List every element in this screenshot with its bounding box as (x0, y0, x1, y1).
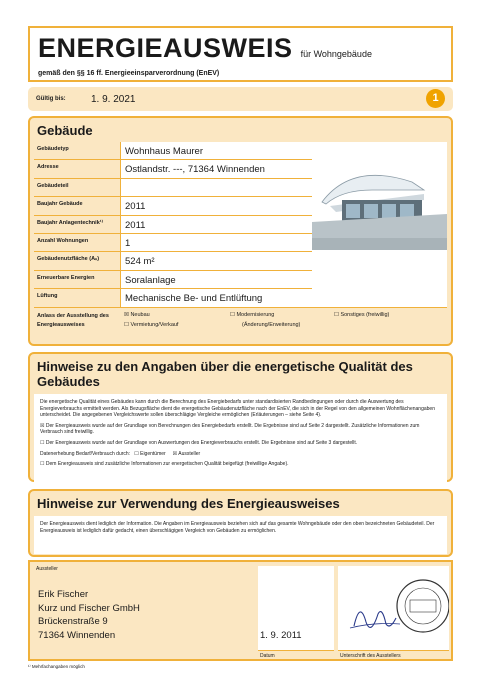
row-value: 2011 (120, 216, 312, 233)
quality-notes-box (34, 394, 447, 496)
issuer-section (28, 560, 453, 661)
row-value: 524 m² (120, 252, 312, 269)
row-label: Anzahl Wohnungen (37, 237, 89, 244)
usage-notes-box (34, 516, 447, 554)
checkbox-additional-info: ☐ Dem Energieausweis sind zusätzliche Informationen zur energetischen Qualität beigefügt (freiwillige Angabe). (40, 461, 289, 468)
row-label: Baujahr Gebäude (37, 201, 83, 208)
row-value: Wohnhaus Maurer (120, 142, 312, 159)
row-label: Gebäudetyp (37, 146, 69, 152)
building-section (28, 116, 453, 346)
row-label: Lüftung (37, 293, 58, 300)
building-photo (312, 142, 447, 299)
row-value (120, 179, 312, 196)
page-number-badge: 1 (426, 89, 445, 108)
issue-date: 1. 9. 2011 (260, 630, 302, 641)
usage-paragraph: Der Energieausweis dient lediglich der Information. Die Angaben im Energieausweis beziehen sich auf das gesamte Wohngebäude oder den oben bezeichneten Gebäudeteil. Der Energieausweis ist lediglich dafür gedacht, einen überschlägigen Vergleich von Gebäuden zu ermöglichen. (40, 521, 435, 534)
issuer-city: 71364 Winnenden (38, 629, 116, 641)
row-value: Ostlandstr. ---, 71364 Winnenden (120, 160, 312, 177)
occasion-label: Anlass der Ausstellung des Energieausweises (37, 312, 109, 328)
building-heading: Gebäude (37, 123, 93, 138)
usage-notes-heading: Hinweise zur Verwendung des Energieausweises (37, 496, 340, 511)
footnote: ¹⁾ Mehrfachangaben möglich (28, 664, 85, 669)
checkbox-energy-demand: ☒ Der Energieausweis wurde auf der Grundlage von Berechnungen des Energiebedarfs erstellt. Die Ergebnisse sind auf Seite 2 dargestellt. Zusätzliche Informationen zum Verbrauch sind freiwillig. (40, 422, 420, 436)
usage-notes-section (28, 489, 453, 557)
row-label: Gebäudeteil (37, 182, 69, 189)
row-label: Erneuerbare Energien (37, 274, 95, 281)
date-label: Datum (260, 653, 275, 659)
row-label: Baujahr Anlagentechnik¹⁾ (37, 219, 103, 226)
row-value: Mechanische Be- und Entlüftung (120, 289, 447, 306)
validity-bar (28, 87, 453, 111)
occasion-row (34, 309, 447, 336)
validity-date: 1. 9. 2021 (91, 93, 136, 105)
issuer-name: Erik Fischer (38, 589, 89, 600)
signature-label: Unterschrift des Ausstellers (340, 653, 401, 659)
data-collection-row (40, 451, 441, 458)
checkbox-issuer: ☒ Aussteller (172, 450, 201, 457)
title-suffix: für Wohngebäude (300, 49, 372, 59)
row-label: Gebäudenutzfläche (Aₙ) (37, 256, 100, 263)
row-value: 2011 (120, 197, 312, 214)
issuer-company: Kurz und Fischer GmbH (38, 602, 140, 614)
checkbox-energy-consumption: ☐ Der Energieausweis wurde auf der Grundlage von Auswertungen des Energieverbrauchs erstellt. Die Ergebnisse sind auf Seite 3 dargestellt. (40, 439, 358, 446)
issuer-street: Brückenstraße 9 (38, 616, 108, 627)
validity-label: Gültig bis: (36, 96, 66, 102)
document-title: ENERGIEAUSWEIS (38, 33, 293, 63)
quality-notes-section (28, 352, 453, 482)
row-value: Soralanlage (120, 271, 447, 288)
checkbox-owner: ☐ Eigentümer (134, 450, 166, 457)
quality-notes-heading: Hinweise zu den Angaben über die energetische Qualität des Gebäudes (37, 359, 413, 389)
row-value: 1 (120, 234, 312, 251)
modernisierung-note: (Änderung/Erweiterung) (242, 321, 301, 328)
row-label: Adresse (37, 164, 59, 171)
checkbox-vermietung: ☐ Vermietung/Verkauf (124, 321, 179, 328)
date-field (258, 566, 334, 651)
header-box (28, 26, 453, 82)
checkbox-sonstiges: ☐ Sonstiges (freiwillig) (334, 311, 390, 318)
quality-paragraph: Die energetische Qualität eines Gebäudes kann durch die Berechnung des Energiebedarfs unter standardisierten Randbedingungen oder durch die Auswertung des Energieverbrauchs ermittelt werden. Als Bezugsfläche dient die energetische Gebäudenutzfläche nach der EnEV, die sich in der Regel von den allgemeinen Wohnflächenangaben unterscheidet. Die angegebenen Vergleichswerte sollen überschlägige Vergleiche ermöglichen (Erläuterungen – siehe Seite 4). (40, 399, 435, 419)
issuer-label: Aussteller (36, 566, 58, 572)
document-subtitle: gemäß den §§ 16 ff. Energieeinsparverordnung (EnEV) (38, 70, 220, 77)
checkbox-modernisierung: ☐ Modernisierung (230, 311, 275, 318)
signature-field (338, 566, 449, 651)
data-collection-label: Datenerhebung Bedarf/Verbrauch durch: (40, 450, 131, 457)
stamp-and-signature (338, 566, 449, 651)
checkbox-neubau: ☒ Neubau (124, 311, 150, 318)
